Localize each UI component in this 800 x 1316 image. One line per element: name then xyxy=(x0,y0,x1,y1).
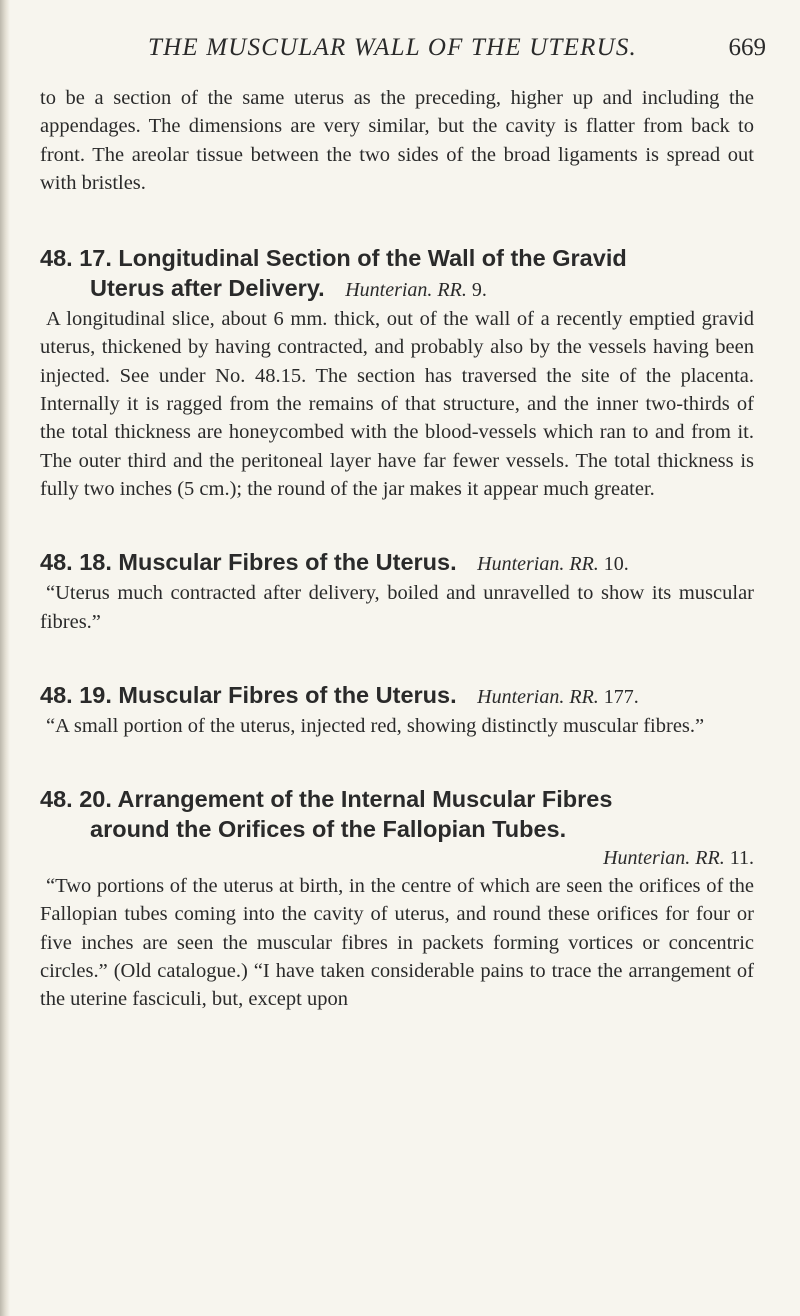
catalogue-entry xyxy=(40,243,754,503)
entry-source xyxy=(40,844,754,872)
catalogue-entry xyxy=(40,784,754,1013)
entry-heading xyxy=(40,547,754,579)
entry-source xyxy=(345,279,487,301)
catalogue-entry xyxy=(40,680,754,740)
page-header xyxy=(40,34,780,66)
running-head: THE MUSCULAR WALL OF THE UTERUS. xyxy=(148,34,637,61)
entry-number: 48. 17. xyxy=(40,245,112,272)
intro-paragraph: to be a section of the same uterus as the preceding, higher up and including the appendages. The dimensions are very similar, but the cavity is flatter from back to front. The areolar tissue between the two sides of the broad ligaments is spread out with bristles. xyxy=(40,87,754,194)
entry-source-number: 10. xyxy=(603,553,629,576)
entry-title-continued: around the Orifices of the Fallopian Tubes. xyxy=(90,816,567,843)
entry-heading xyxy=(40,784,754,844)
entry-description: “Uterus much contracted after delivery, boiled and unravelled to show its muscular fibres.” xyxy=(40,582,754,633)
entry-source-number: 9. xyxy=(471,279,487,302)
entry-source-number: 11. xyxy=(729,847,754,870)
page-number: 669 xyxy=(728,34,766,61)
entry-title: Muscular Fibres of the Uterus. xyxy=(118,549,457,576)
page-body xyxy=(40,84,754,1014)
entry-number: 48. 20. xyxy=(40,786,112,813)
entry-source-name: Hunterian. RR. xyxy=(345,279,467,302)
catalogue-entry xyxy=(40,547,754,636)
entry-title: Arrangement of the Internal Muscular Fibres xyxy=(117,786,613,813)
entry-title: Longitudinal Section of the Wall of the Gravid xyxy=(118,245,627,272)
entry-source-number: 177. xyxy=(603,685,639,708)
entry-heading xyxy=(40,680,754,712)
entry-title-continued: Uterus after Delivery. xyxy=(90,275,325,302)
entry-number: 48. 19. xyxy=(40,681,112,708)
entry-source xyxy=(477,686,639,708)
entry-number: 48. 18. xyxy=(40,549,112,576)
entry-title: Muscular Fibres of the Uterus. xyxy=(118,681,457,708)
entry-description: “A small portion of the uterus, injected red, showing distinctly muscular fibres.” xyxy=(46,714,705,737)
entry-source-name: Hunterian. RR. xyxy=(477,553,599,576)
entry-description: “Two portions of the uterus at birth, in the centre of which are seen the orifices of the Fallopian tubes coming into the cavity of uterus, and round these orifices for four or five inches are seen the muscular fibres in packets forming vortices or concentric circles.” (Old catalogue.) “I have taken considerable pains to trace the arrangement of the uterine fasciculi, but, except upon xyxy=(40,875,754,1011)
entry-description: A longitudinal slice, about 6 mm. thick, out of the wall of a recently emptied gravid uterus, thickened by having contracted, and probably also by the vessels having been injected. See under No. 48.15. The section has traversed the site of the placenta. Internally it is ragged from the remains of that structure, and the inner two-thirds of the total thickness are honeycombed with the blood-vessels which ran to and from it. The outer third and the peritoneal layer have far fewer vessels. The total thickness is fully two inches (5 cm.); the round of the jar makes it appear much greater. xyxy=(40,308,754,500)
entry-heading xyxy=(40,243,754,305)
page-binding-edge xyxy=(0,0,10,1316)
entry-source xyxy=(477,553,629,575)
entry-source-name: Hunterian. RR. xyxy=(603,847,725,870)
entry-source-name: Hunterian. RR. xyxy=(477,685,599,708)
